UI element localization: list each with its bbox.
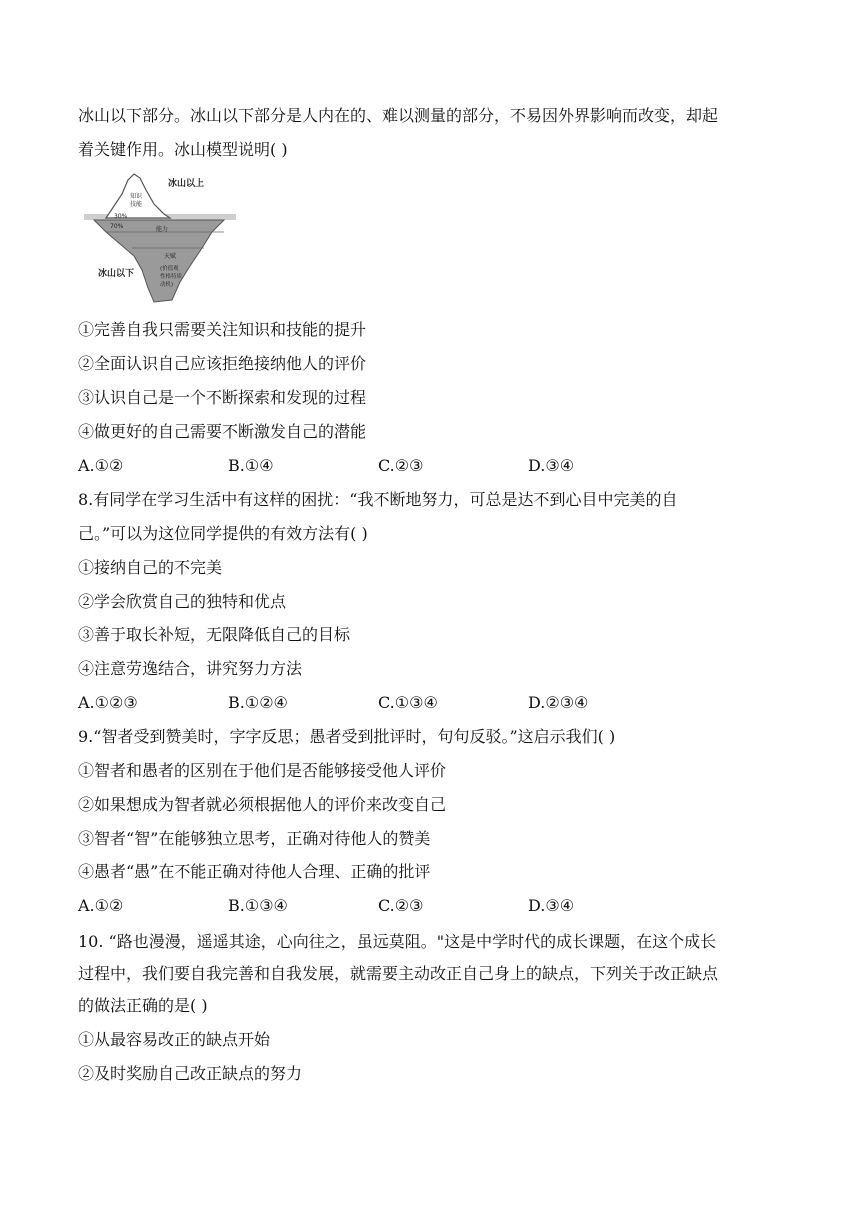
q10-stem-line-1: 10. “路也漫漫，遥遥其途，心向往之，虽远莫阻。"这是中学时代的成长课题，在这个成长 [78, 932, 717, 951]
talent-label: 天赋 [164, 253, 177, 260]
q8-option-c: C.①③④ [378, 693, 438, 712]
talent-sub-2: 性格特质 [160, 274, 183, 280]
q9-option-b: B.①③④ [228, 896, 288, 915]
pct-70: 70% [110, 223, 124, 230]
q10-stem-line-3: 的做法正确的是( ) [78, 996, 208, 1015]
label-above-water: 冰山以上 [168, 179, 205, 189]
q9-item-2: ②如果想成为智者就必须根据他人的评价来改变自己 [78, 795, 447, 814]
label-below-water: 冰山以下 [98, 269, 135, 279]
tip-line-1: 知识 [130, 193, 143, 200]
q8-item-1: ①接纳自己的不完美 [78, 558, 223, 577]
q8-option-d: D.②③④ [528, 693, 589, 712]
q9-option-d: D.③④ [528, 896, 575, 915]
q8-stem-line-2: 己。”可以为这位同学提供的有效方法有( ) [78, 524, 368, 543]
q8-item-4: ④注意劳逸结合，讲究努力方法 [78, 659, 303, 678]
intro-line-1: 冰山以下部分。冰山以下部分是人内在的、难以测量的部分，不易因外界影响而改变，却起 [78, 106, 719, 125]
q8-option-a: A.①②③ [78, 693, 138, 712]
tip-line-2: 技能 [130, 201, 143, 208]
q10-item-1: ①从最容易改正的缺点开始 [78, 1030, 271, 1049]
talent-sub-3: 动机) [160, 282, 174, 288]
q7-option-a: A.①② [78, 456, 124, 475]
q9-item-3: ③智者“智”在能够独立思考，正确对待他人的赞美 [78, 829, 431, 848]
q8-stem-line-1: 8.有同学在学习生活中有这样的困扰：“我不断地努力，可总是达不到心目中完美的自 [78, 490, 678, 509]
iceberg-diagram [84, 170, 236, 310]
q8-item-3: ③善于取长补短，无限降低自己的目标 [78, 625, 351, 644]
q7-item-2: ②全面认识自己应该拒绝接纳他人的评价 [78, 354, 367, 373]
q9-stem: 9.“智者受到赞美时，字字反思；愚者受到批评时，句句反驳。”这启示我们( ) [78, 727, 616, 746]
talent-sub-1: (价值观 [160, 266, 179, 272]
q8-item-2: ②学会欣赏自己的独特和优点 [78, 592, 287, 611]
iceberg-figure [84, 170, 236, 310]
q7-item-3: ③认识自己是一个不断探索和发现的过程 [78, 388, 367, 407]
q10-stem-line-2: 过程中，我们要自我完善和自我发展，就需要主动改正自己身上的缺点，下列关于改正缺点 [78, 964, 719, 983]
q7-option-c: C.②③ [378, 456, 424, 475]
q9-option-c: C.②③ [378, 896, 424, 915]
q8-option-b: B.①②④ [228, 693, 288, 712]
q9-option-a: A.①② [78, 896, 124, 915]
q9-item-1: ①智者和愚者的区别在于他们是否能够接受他人评价 [78, 761, 447, 780]
pct-30: 30% [114, 213, 128, 220]
ability-label: 能力 [156, 226, 169, 233]
q7-option-b: B.①④ [228, 456, 274, 475]
question-7-stem: 着关键作用。冰山模型说明( ) [78, 140, 288, 159]
q7-item-1: ①完善自我只需要关注知识和技能的提升 [78, 320, 367, 339]
q7-option-d: D.③④ [528, 456, 575, 475]
q9-item-4: ④愚者“愚”在不能正确对待他人合理、正确的批评 [78, 862, 431, 881]
q7-item-4: ④做更好的自己需要不断激发自己的潜能 [78, 422, 367, 441]
q10-item-2: ②及时奖励自己改正缺点的努力 [78, 1064, 303, 1083]
